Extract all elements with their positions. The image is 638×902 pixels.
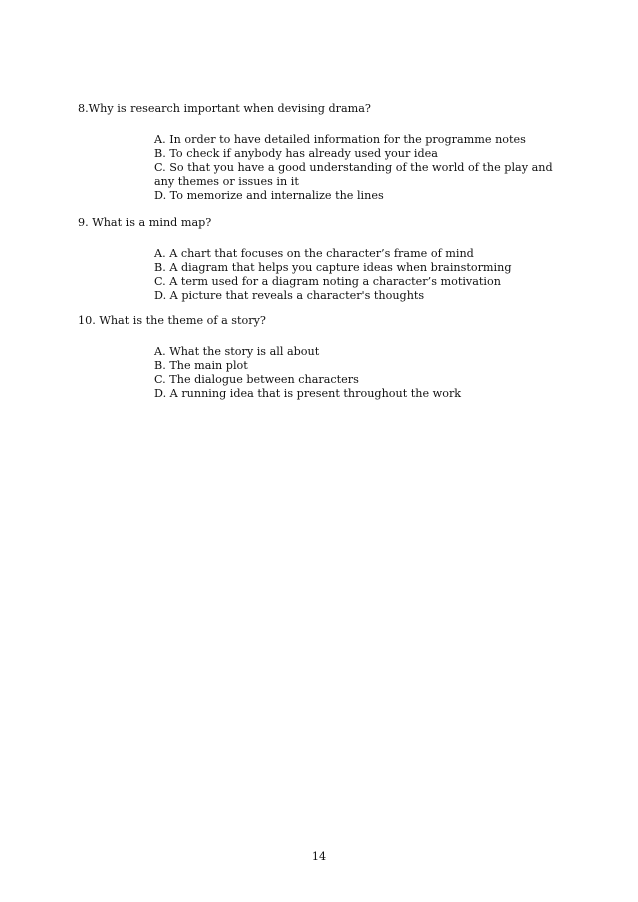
question-10	[78, 314, 578, 401]
option-b: B. To check if anybody has already used your idea	[154, 147, 438, 160]
option-b: B. The main plot	[154, 359, 248, 372]
option-a: A. In order to have detailed information for the programme notes	[154, 133, 526, 146]
answer-options	[154, 133, 574, 203]
option-d: D. A picture that reveals a character's thoughts	[154, 289, 425, 302]
question-9	[78, 216, 578, 303]
answer-options	[154, 247, 574, 303]
option-c: C. So that you have a good understanding of the world of the play and any themes or issues in it	[154, 161, 553, 188]
question-8	[78, 102, 578, 203]
page-number: 14	[311, 850, 327, 863]
question-text: 8.Why is research important when devising drama?	[78, 102, 371, 115]
option-a: A. What the story is all about	[154, 345, 320, 358]
option-d: D. A running idea that is present throughout the work	[154, 387, 462, 400]
option-b: B. A diagram that helps you capture ideas when brainstorming	[154, 261, 512, 274]
option-d: D. To memorize and internalize the lines	[154, 189, 384, 202]
option-c: C. A term used for a diagram noting a character’s motivation	[154, 275, 501, 288]
question-text: 9. What is a mind map?	[78, 216, 212, 229]
question-text: 10. What is the theme of a story?	[78, 314, 266, 327]
answer-options	[154, 345, 574, 401]
option-a: A. A chart that focuses on the character’s frame of mind	[154, 247, 474, 260]
option-c: C. The dialogue between characters	[154, 373, 359, 386]
